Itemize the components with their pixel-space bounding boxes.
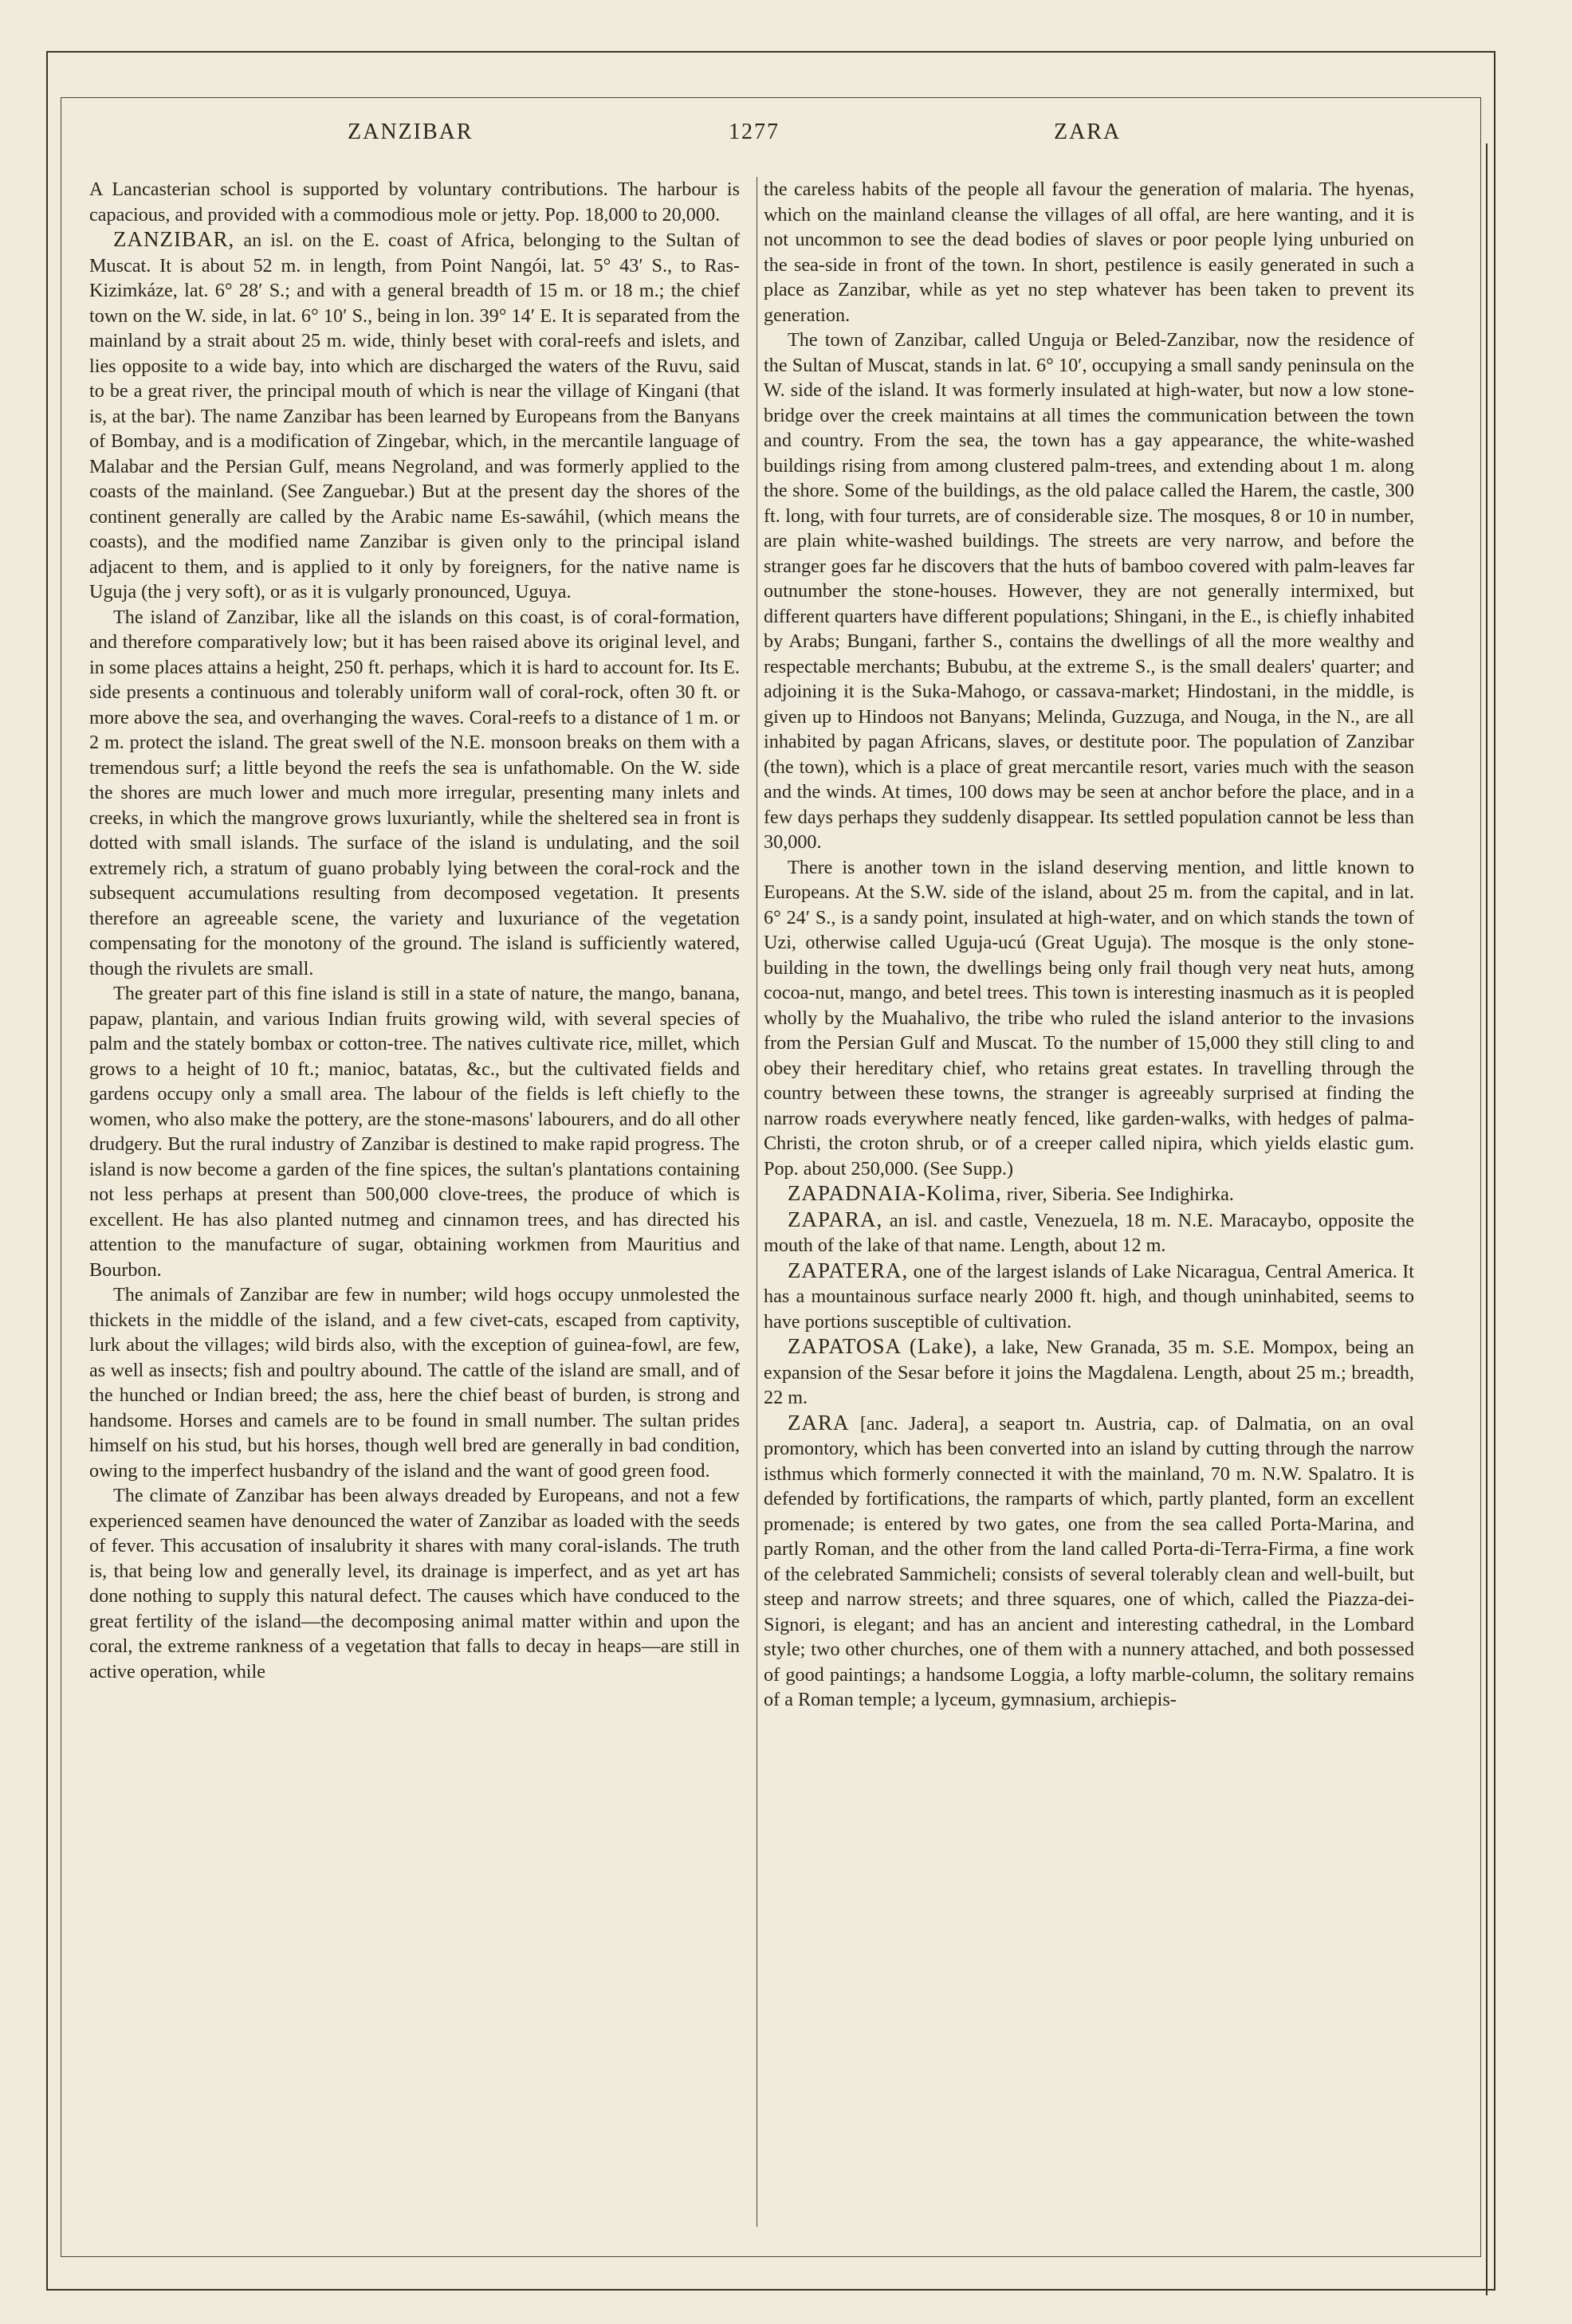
entry-text: The island of Zanzibar, like all the islands on this coast, is of coral-formation, and therefore comparatively low; but it has been raised above its original level, and in some places attains a height, 250 ft. perhaps, which it is hard to account for. Its E. side presents a continuous and tolerably uniform wall of coral-rock, often 30 ft. or more above the sea, and overhanging the waves. Coral-reefs to a distance of 1 m. or 2 m. protect the island. The great swell of the N.E. monsoon breaks on them with a tremendous surf; a little beyond the reefs the sea is unfathomable. On the W. side the shores are much lower and much more irregular, presenting many inlets and creeks, in which the mangrove grows luxuriantly, while the sheltered sea in front is dotted with small islands. The surface of the island is undulating, and the soil extremely rich, a stratum of guano probably lying between the coral-rock and the subsequent accumulations resulting from decomposed vegetation. It presents therefore an agreeable scene, the variety and luxuriance of the vegetation compensating for the monotony of the ground. The island is sufficiently watered, though the rivulets are small. <box>89 606 740 979</box>
entry-text: the careless habits of the people all favour the generation of malaria. The hyenas, which on the mainland cleanse the villages of all offal, are here wanting, and it is not uncommon to see the dead bodies of slaves or poor people lying unburied on the sea-side in front of the town. In short, pestilence is easily generated in such a place as Zanzibar, while as yet no step whatever has been taken to prevent its generation. <box>764 179 1414 326</box>
entry-headword: ZANZIBAR, <box>113 227 235 251</box>
header-left-word: ZANZIBAR <box>348 120 474 144</box>
header-right-word: ZARA <box>1054 120 1122 144</box>
paragraph <box>764 177 1414 328</box>
entry-text: The town of Zanzibar, called Unguja or Beled-Zanzibar, now the residence of the Sultan of Muscat, stands in lat. 6° 10′, occupying a small sandy peninsula on the W. side of the island. It was formerly insulated at high-water, but now a low stone-bridge over the creek maintains at all times the communication between the town and country. From the sea, the town has a gay appearance, the white-washed buildings rising from among clustered palm-trees, and extending about 1 m. along the shore. Some of the buildings, as the old palace called the Harem, the castle, 300 ft. long, with four turrets, are of considerable size. The mosques, 8 or 10 in number, are plain white-washed buildings. The streets are very narrow, and before the stranger goes far he discovers that the huts of bamboo covered with palm-leaves far outnumber the stone-houses. However, they are not generally intermixed, but different quarters have different populations; Shingani, in the E., is chiefly inhabited by Arabs; Bungani, farther S., contains the dwellings of all the more wealthy and respectable merchants; Bububu, at the extreme S., is the small dealers' quarter; and adjoining it is the Suka-Mahogo, or cassava-market; Hindostani, in the middle, is given up to Hindoos not Banyans; Melinda, Guzzuga, and Nouga, in the N., are all inhabited by pagan Africans, slaves, or destitute poor. The population of Zanzibar (the town), which is a place of great mercantile resort, varies much with the season and the winds. At times, 100 dows may be seen at anchor before the place, and in a few days perhaps they suddenly disappear. Its settled population cannot be less than 30,000. <box>764 329 1414 853</box>
entry-text: The greater part of this fine island is still in a state of nature, the mango, banana, papaw, plantain, and various Indian fruits growing wild, with several species of palm and the stately bombax or cotton-tree. The natives cultivate rice, millet, which grows to a height of 10 ft.; manioc, batatas, &c., but the cultivated fields and gardens occupy only a small area. The labour of the fields is left chiefly to the women, who also make the pottery, are the stone-masons' labourers, and do all other drudgery. But the rural industry of Zanzibar is destined to make rapid progress. The island is now become a garden of the fine spices, the sultan's plantations containing not less perhaps at present than 500,000 clove-trees, the produce of which is excellent. He has also planted nutmeg and cinnamon trees, and has directed his attention to the manufacture of sugar, obtaining workmen from Mauritius and Bourbon. <box>89 983 740 1281</box>
paragraph <box>764 1207 1414 1258</box>
entry-text: [anc. Jadera], a seaport tn. Austria, cap. of Dalmatia, on an oval promontory, which has been converted into an island by cutting through the narrow isthmus which formerly connected it with the mainland, 70 m. N.W. Spalatro. It is defended by fortifications, the ramparts of which, partly planted, form an excellent promenade; is entered by two gates, one from the sea called Porta-Marina, and partly Roman, and the other from the land called Porta-di-Terra-Firma, a fine work of the celebrated Sammicheli; consists of several tolerably clean and well-built, but steep and narrow streets; and three squares, one of which, called the Piazza-dei-Signori, is elegant; and has an ancient and interesting cathedral, in the Lombard style; two other churches, one of them with a nunnery attached, and both possessed of good paintings; a handsome Loggia, a lofty marble-column, the solitary remains of a Roman temple; a lyceum, gymnasium, archiepis- <box>764 1412 1414 1710</box>
left-column <box>89 177 740 2233</box>
entry-headword: ZAPATOSA (Lake), <box>788 1334 978 1358</box>
paragraph <box>89 1282 740 1483</box>
entry-text: The climate of Zanzibar has been always dreaded by Europeans, and not a few experienced seamen have denounced the water of Zanzibar as loaded with the seeds of fever. This accusation of insalubrity it shares with many coral-islands. The truth is, that being low and generally level, its drainage is imperfect, and as yet art has done nothing to supply this natural defect. The causes which have conduced to the great fertility of the island—the decomposing animal matter within and upon the coral, the extreme rankness of a vegetation that falls to decay in heaps—are still in active operation, while <box>89 1485 740 1682</box>
paragraph <box>89 605 740 982</box>
paragraph <box>764 855 1414 1182</box>
page-number: 1277 <box>729 120 780 144</box>
paragraph <box>764 1258 1414 1335</box>
entry-text: There is another town in the island deserving mention, and little known to Europeans. At the S.W. side of the island, about 25 m. from the capital, and in lat. 6° 24′ S., is a sandy point, insulated at high-water, and on which stands the town of Uzi, otherwise called Uguja-ucú (Great Uguja). The mosque is the only stone-building in the town, the dwellings being only frail though very neat huts, among cocoa-nut, mango, and betel trees. This town is interesting inasmuch as it is peopled wholly by the Muahalivo, the tribe who ruled the island anterior to the invasions from the Persian Gulf and Muscat. To the number of 15,000 they still cling to and obey their hereditary chief, who retains great estates. In travelling through the country between these towns, the stranger is agreeably surprised at finding the narrow roads everywhere neatly fenced, like garden-walks, with hedges of palma-Christi, the croton shrub, or of a creeper called nipira, which yields elastic gum. Pop. about 250,000. (See Supp.) <box>764 856 1414 1180</box>
right-column <box>764 177 1414 2233</box>
page-right-edge-rule <box>1486 143 1488 2295</box>
entry-headword: ZAPARA, <box>788 1207 883 1231</box>
entry-text: river, Siberia. See Indighirka. <box>1001 1184 1234 1205</box>
entry-text: The animals of Zanzibar are few in number; wild hogs occupy unmolested the thickets in the middle of the island, and a few civet-cats, escaped from captivity, lurk about the villages; wild birds also, with the exception of guinea-fowl, are few, as well as insects; fish and poultry abound. The cattle of the island are small, and of the hunched or Indian breed; the ass, here the chief beast of burden, is strong and handsome. Horses and camels are to be found in small number. The sultan prides himself on his stud, but his horses, though well bred are generally in bad condition, owing to the imperfect husbandry of the island and the want of good green food. <box>89 1284 740 1482</box>
entry-text: one of the largest islands of Lake Nicaragua, Central America. It has a mountainous surface nearly 2000 ft. high, and though uninhabited, seems to have portions susceptible of cultivation. <box>764 1260 1414 1333</box>
paragraph <box>764 328 1414 855</box>
entry-text: A Lancasterian school is supported by voluntary contributions. The harbour is capacious, and provided with a commodious mole or jetty. Pop. 18,000 to 20,000. <box>89 179 740 226</box>
paragraph <box>89 227 740 605</box>
paragraph <box>89 1483 740 1684</box>
paragraph <box>764 1334 1414 1411</box>
paragraph <box>89 981 740 1282</box>
entry-headword: ZAPATERA, <box>788 1258 909 1282</box>
entry-headword: ZAPADNAIA-Kolima, <box>788 1181 1002 1205</box>
running-header <box>61 120 1481 155</box>
paragraph <box>89 177 740 227</box>
entry-text: a lake, New Granada, 35 m. S.E. Mompox, being an expansion of the Sesar before it joins the Magdalena. Length, about 25 m.; breadth, 22 m. <box>764 1337 1414 1408</box>
paragraph <box>764 1411 1414 1713</box>
entry-text: an isl. and castle, Venezuela, 18 m. N.E. Maracaybo, opposite the mouth of the lake of that name. Length, about 12 m. <box>764 1209 1414 1256</box>
paragraph <box>764 1181 1414 1207</box>
entry-text: an isl. on the E. coast of Africa, belonging to the Sultan of Muscat. It is about 52 m. in length, from Point Nangói, lat. 5° 43′ S., to Ras-Kizimkáze, lat. 6° 28′ S.; and with a general breadth of 15 m. or 18 m.; the chief town on the W. side, in lat. 6° 10′ S., being in lon. 39° 14′ E. It is separated from the mainland by a strait about 25 m. wide, thinly beset with coral-reefs and islets, and lies opposite to a wide bay, into which are discharged the waters of the Ruvu, said to be a great river, the principal mouth of which is near the village of Kingani (that is, at the bar). The name Zanzibar has been learned by Europeans from the Banyans of Bombay, and is a modification of Zingebar, which, in the mercantile language of Malabar and the Persian Gulf, means Negroland, and was formerly applied to the coasts of the mainland. (See Zanguebar.) But at the present day the shores of the continent generally are called by the Arabic name Es-sawáhil, (which means the coasts), and the modified name Zanzibar is given only to the principal island adjacent to them, and is applied to it only by foreigners, for the native name is Uguja (the j very soft), or as it is vulgarly pronounced, Uguya. <box>89 230 740 603</box>
entry-headword: ZARA <box>788 1410 850 1435</box>
